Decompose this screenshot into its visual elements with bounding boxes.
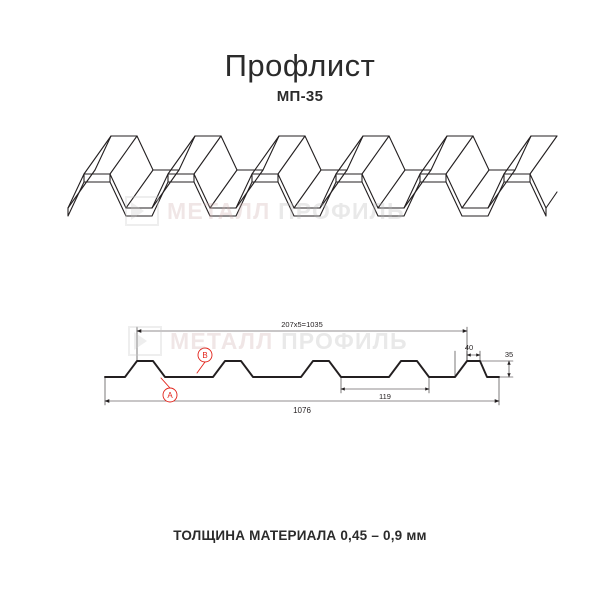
watermark-text-2: МЕТАЛЛ ПРОФИЛЬ (170, 327, 408, 354)
section-dimension-drawing (95, 305, 515, 420)
dimension-label-rib-width: 40 (464, 343, 474, 352)
material-thickness-note: ТОЛЩИНА МАТЕРИАЛА 0,45 – 0,9 мм (173, 528, 427, 543)
dimension-label-height: 35 (504, 350, 514, 359)
dimension-label-pitch: 119 (379, 392, 391, 401)
iso-profile-geometry (68, 136, 557, 216)
watermark-text: МЕТАЛЛ ПРОФИЛЬ (167, 197, 405, 224)
dimension-label-top-span: 207х5=1035 (281, 320, 323, 329)
page-title: Профлист (224, 48, 376, 83)
callout-label-a: A (167, 391, 173, 400)
dimension-label-total-width: 1076 (293, 406, 311, 415)
callout-label-b: B (202, 351, 208, 360)
product-code: МП-35 (276, 88, 324, 105)
profile-section-path (105, 361, 499, 377)
isometric-profile-drawing (40, 130, 560, 270)
